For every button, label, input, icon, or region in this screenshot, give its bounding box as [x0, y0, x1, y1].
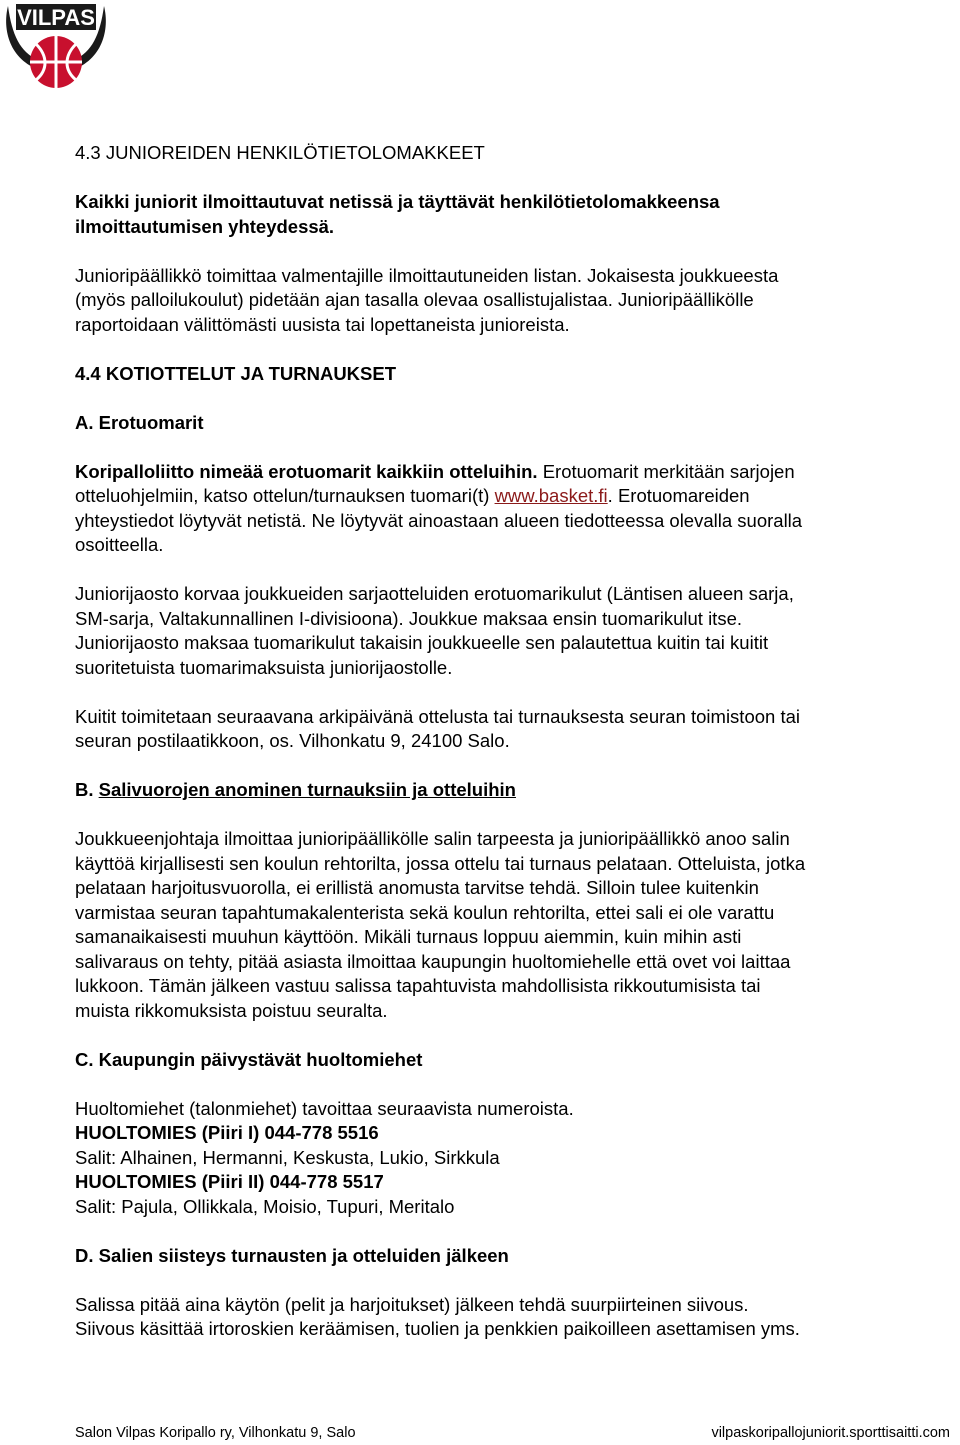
section-a-p5: Kuitit toimitetaan seuraavana arkipäivänä ottelusta tai turnauksesta seuran toimistoon tai — [75, 705, 800, 727]
logo-text: VILPAS — [17, 5, 95, 30]
section-a-line-2a: otteluohjelmiin, katso ottelun/turnauksen tuomari(t) — [75, 485, 495, 506]
section-b-line: pelataan harjoitusvuorolla, ei erillistä anomusta tarvitse tehdä. Silloin tulee kuitenkin — [75, 877, 759, 898]
basketball-bull-logo-icon — [0, 0, 112, 92]
section-b-line: samanaikaisesti muuhun käyttöön. Mikäli turnaus loppuu aiemmin, kuin mihin asti — [75, 926, 742, 947]
section-c-title: C. Kaupungin päivystävät huoltomiehet — [75, 1048, 423, 1070]
s43-bold-2: ilmoittautumisen yhteydessä. — [75, 215, 335, 237]
page-footer — [75, 1425, 950, 1441]
section-a-bold: Koripalloliitto nimeää erotuomarit kaikkiin otteluihin. — [75, 460, 538, 482]
s43-bold-1: Kaikki juniorit ilmoittautuvat netissä ja täyttävät henkilötietolomakkeensa — [75, 191, 720, 212]
vilpas-logo — [0, 0, 112, 92]
document-body — [75, 141, 945, 1342]
s43-p3: raportoidaan välittömästi uusista tai lopettaneista junioreista. — [75, 313, 570, 335]
section-c-intro: Huoltomiehet (talonmiehet) tavoittaa seuraavista numeroista. — [75, 1097, 574, 1119]
basket-fi-link[interactable]: www.basket.fi — [494, 485, 608, 506]
heading-4-3: 4.3 JUNIOREIDEN HENKILÖTIETOLOMAKKEET — [75, 142, 485, 163]
section-a-rest: Erotuomarit merkitään sarjojen — [537, 460, 795, 482]
footer-website: vilpaskoripallojuniorit.sporttisaitti.com — [711, 1425, 950, 1441]
footer-address: Salon Vilpas Koripallo ry, Vilhonkatu 9, Salo — [75, 1425, 356, 1441]
section-b-prefix: B. — [75, 779, 99, 800]
section-a-line-2 — [75, 484, 945, 509]
s43-p1: Junioripäällikkö toimittaa valmentajille ilmoittautuneiden listan. Jokaisesta joukkueesta — [75, 264, 779, 286]
salit-2: Salit: Pajula, Ollikkala, Moisio, Tupuri, Meritalo — [75, 1195, 455, 1217]
section-d-title: D. Salien siisteys turnausten ja otteluiden jälkeen — [75, 1244, 509, 1266]
section-a-p3: Juniorijaosto maksaa tuomarikulut takaisin joukkueelle sen palautettua kuitin tai kuitit — [75, 632, 769, 653]
section-a-line-3: yhteystiedot löytyvät netistä. Ne löytyvät ainoastaan alueen tiedotteessa olevalla suoralla — [75, 509, 803, 531]
section-a-p1: Juniorijaosto korvaa joukkueiden sarjaotteluiden erotuomarikulut (Läntisen alueen sarja, — [75, 583, 794, 604]
salit-1: Salit: Alhainen, Hermanni, Keskusta, Lukio, Sirkkula — [75, 1146, 500, 1168]
section-b-line: salivaraus on tehty, pitää asiasta ilmoittaa kaupungin huoltomiehelle että ovet voi laittaa — [75, 950, 791, 972]
section-a-line-2b: . Erotuomareiden — [607, 485, 750, 506]
section-a-p4: suoritetuista tuomarimaksuista juniorijaostolle. — [75, 656, 453, 678]
section-b-line: muista rikkomuksista poistuu seuralta. — [75, 999, 388, 1021]
heading-4-4: 4.4 KOTIOTTELUT JA TURNAUKSET — [75, 362, 397, 384]
section-a-line-1 — [75, 460, 945, 485]
huoltomies-2: HUOLTOMIES (Piiri II) 044-778 5517 — [75, 1171, 384, 1192]
section-a-line-4: osoitteella. — [75, 534, 164, 555]
section-b-line: käyttöä kirjallisesti sen koulun rehtorilta, jossa ottelu tai turnaus pelataan. Otteluista, jotka — [75, 852, 806, 874]
huoltomies-1: HUOLTOMIES (Piiri I) 044-778 5516 — [75, 1122, 379, 1143]
section-b-title-text: Salivuorojen anominen turnauksiin ja otteluihin — [98, 779, 516, 800]
section-a-title: A. Erotuomarit — [75, 411, 204, 433]
section-a-p6: seuran postilaatikkoon, os. Vilhonkatu 9, 24100 Salo. — [75, 730, 510, 751]
section-b-title — [75, 778, 945, 803]
section-b-line: lukkoon. Tämän jälkeen vastuu salissa tapahtuvista mahdollisista rikkoutumisista tai — [75, 975, 761, 996]
section-d-line-1: Salissa pitää aina käytön (pelit ja harjoitukset) jälkeen tehdä suurpiirteinen siivous. — [75, 1293, 749, 1315]
s43-p2: (myös palloilukoulut) pidetään ajan tasalla olevaa osallistujalistaa. Junioripäällikölle — [75, 289, 754, 310]
section-d-line-2: Siivous käsittää irtoroskien keräämisen, tuolien ja penkkien paikoilleen asettamisen yms. — [75, 1318, 800, 1339]
section-b-line: Joukkueenjohtaja ilmoittaa junioripäällikölle salin tarpeesta ja junioripäällikkö anoo salin — [75, 828, 790, 849]
section-b-line: varmistaa seuran tapahtumakalenterista sekä koulun rehtorilta, ettei sali ei ole varattu — [75, 901, 775, 923]
section-a-p2: SM-sarja, Valtakunnallinen I-divisioona). Joukkue maksaa ensin tuomarikulut itse. — [75, 607, 743, 629]
